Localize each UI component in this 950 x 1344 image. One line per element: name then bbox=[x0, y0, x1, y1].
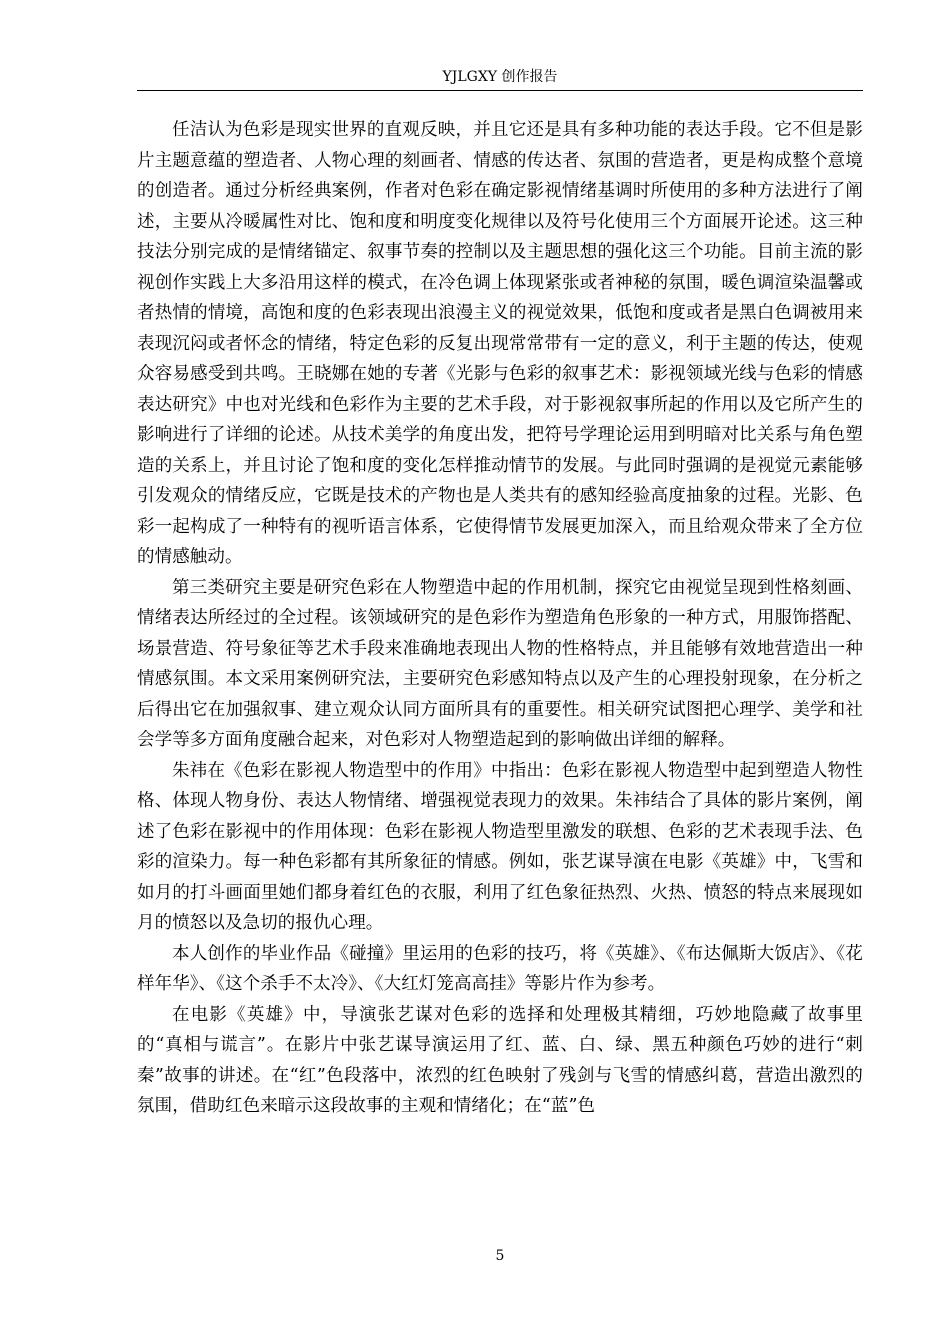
paragraph-1: 任洁认为色彩是现实世界的直观反映，并且它还是具有多种功能的表达手段。它不但是影片主题意蕴的塑造者、人物心理的刻画者、情感的传达者、氛围的营造者，更是构成整个意境的创造者。通过分析经典案例，作者对色彩在确定影视情绪基调时所使用的多种方法进行了阐述，主要从冷暖属性对比、饱和度和明度变化规律以及符号化使用三个方面展开论述。这三种技法分别完成的是情绪锚定、叙事节奏的控制以及主题思想的强化这三个功能。目前主流的影视创作实践上大多沿用这样的模式，在冷色调上体现紧张或者神秘的氛围，暖色调渲染温馨或者热情的情境，高饱和度的色彩表现出浪漫主义的视觉效果，低饱和度或者是黑白色调被用来表现沉闷或者怀念的情绪，特定色彩的反复出现常常带有一定的意义，利于主题的传达，使观众容易感受到共鸣。王晓娜在她的专著《光影与色彩的叙事艺术：影视领域光线与色彩的情感表达研究》中也对光线和色彩作为主要的艺术手段，对于影视叙事所起的作用以及它所产生的影响进行了详细的论述。从技术美学的角度出发，把符号学理论运用到明暗对比关系与角色塑造的关系上，并且讨论了饱和度的变化怎样推动情节的发展。与此同时强调的是视觉元素能够引发观众的情绪反应，它既是技术的产物也是人类共有的感知经验高度抽象的过程。光影、色彩一起构成了一种特有的视听语言体系，它使得情节发展更加深入，而且给观众带来了全方位的情感触动。 bbox=[137, 120, 863, 567]
page-header bbox=[137, 66, 863, 91]
page-number: 5 bbox=[495, 1248, 505, 1264]
paragraph-2: 第三类研究主要是研究色彩在人物塑造中起的作用机制，探究它由视觉呈现到性格刻画、情绪表达所经过的全过程。该领域研究的是色彩作为塑造角色形象的一种方式，用服饰搭配、场景营造、符号象征等艺术手段来准确地表现出人物的性格特点，并且能够有效地营造出一种情感氛围。本文采用案例研究法，主要研究色彩感知特点以及产生的心理投射现象，在分析之后得出它在加强叙事、建立观众认同方面所具有的重要性。相关研究试图把心理学、美学和社会学等多方面角度融合起来，对色彩对人物塑造起到的影响做出详细的解释。 bbox=[137, 577, 863, 750]
paragraph-4: 本人创作的毕业作品《碰撞》里运用的色彩的技巧，将《英雄》、《布达佩斯大饭店》、《花样年华》、《这个杀手不太冷》、《大红灯笼高高挂》等影片作为参考。 bbox=[137, 943, 863, 994]
page-footer bbox=[137, 1246, 863, 1266]
paragraph-3: 朱祎在《色彩在影视人物造型中的作用》中指出：色彩在影视人物造型中起到塑造人物性格、体现人物身份、表达人物情绪、增强视觉表现力的效果。朱祎结合了具体的影片案例，阐述了色彩在影视中的作用体现：色彩在影视人物造型里激发的联想、色彩的艺术表现手法、色彩的渲染力。每一种色彩都有其所象征的情感。例如，张艺谋导演在电影《英雄》中，飞雪和如月的打斗画面里她们都身着红色的衣服，利用了红色象征热烈、火热、愤怒的特点来展现如月的愤怒以及急切的报仇心理。 bbox=[137, 760, 863, 933]
header-title: YJLGXY 创作报告 bbox=[442, 69, 558, 85]
body-text bbox=[137, 115, 863, 1122]
paragraph-5: 在电影《英雄》中，导演张艺谋对色彩的选择和处理极其精细，巧妙地隐藏了故事里的“真相与谎言”。在影片中张艺谋导演运用了红、蓝、白、绿、黑五种颜色巧妙的进行“刺秦”故事的讲述。在“红”色段落中，浓烈的红色映射了残剑与飞雪的情感纠葛，营造出激烈的氛围，借助红色来暗示这段故事的主观和情绪化；在“蓝”色 bbox=[137, 1004, 863, 1116]
